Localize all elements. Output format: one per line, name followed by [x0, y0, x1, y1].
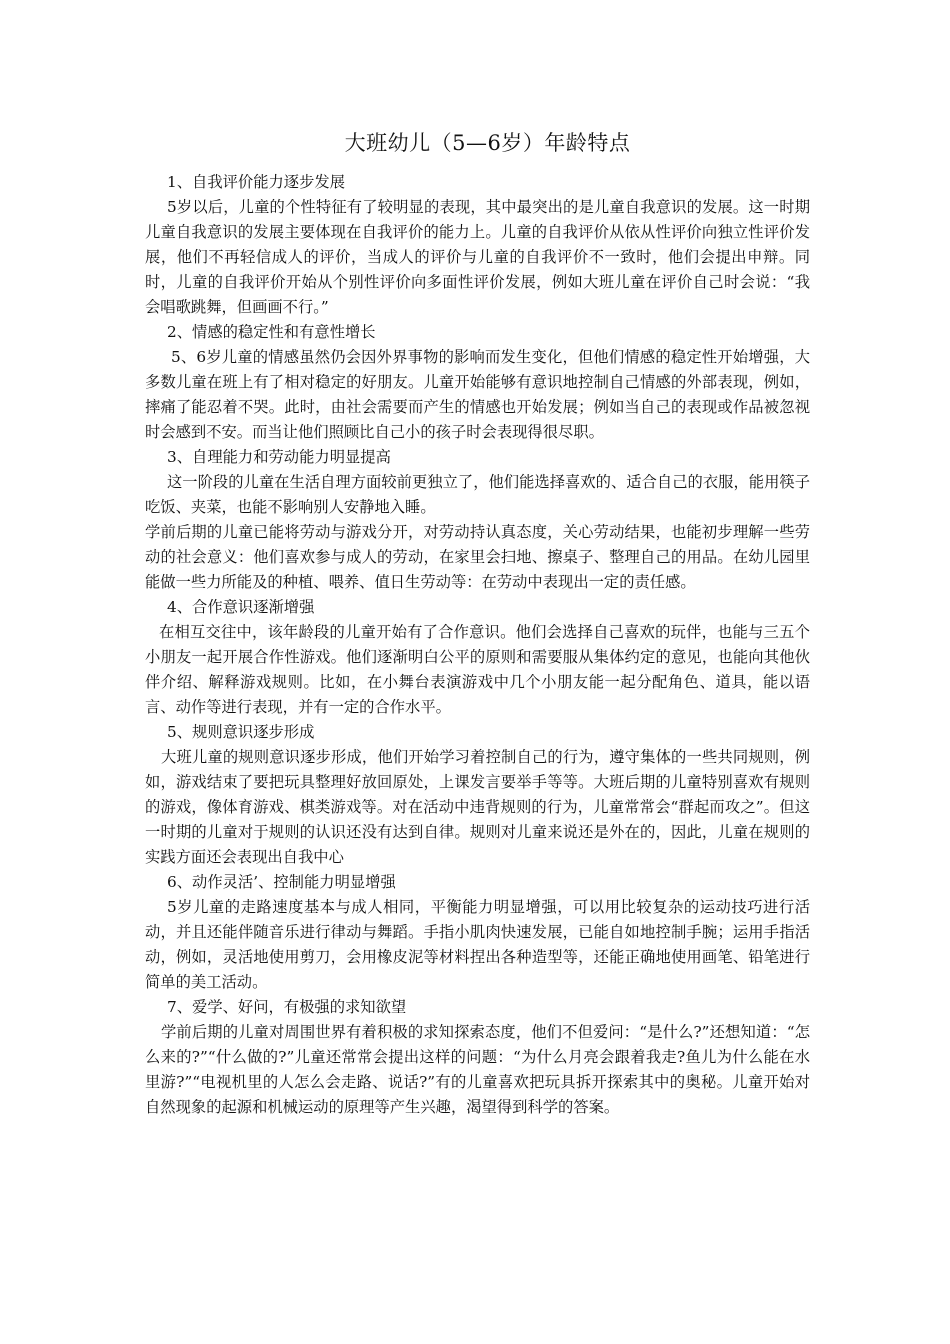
section-heading: 4、合作意识逐渐增强 [167, 598, 315, 616]
section-emotion-stability [145, 320, 810, 445]
section-curiosity [145, 995, 810, 1120]
paragraph: 学前后期的儿童已能将劳动与游戏分开，对劳动持认真态度，关心劳动结果，也能初步理解一些劳动的社会意义：他们喜欢参与成人的劳动，在家里会扫地、擦桌子、整理自己的用品。在幼儿园里能做一些力所能及的种植、喂养、值日生劳动等：在劳动中表现出一定的责任感。 [145, 523, 810, 591]
paragraph: 在相互交往中，该年龄段的儿童开始有了合作意识。他们会选择自己喜欢的玩伴，也能与三五个小朋友一起开展合作性游戏。他们逐渐明白公平的原则和需要服从集体约定的意见，也能向其他伙伴介绍、解释游戏规则。比如，在小舞台表演游戏中几个小朋友能一起分配角色、道具，能以语言、动作等进行表现，并有一定的合作水平。 [145, 623, 810, 716]
document-page [145, 128, 810, 1120]
paragraph: 5岁以后，儿童的个性特征有了较明显的表现，其中最突出的是儿童自我意识的发展。这一时期儿童自我意识的发展主要体现在自我评价的能力上。儿童的自我评价从依从性评价向独立性评价发展，他们不再轻信成人的评价，当成人的评价与儿童的自我评价不一致时，他们会提出申辩。同时，儿童的自我评价开始从个别性评价向多面性评价发展，例如大班儿童在评价自己时会说：“我会唱歌跳舞，但画画不行。” [145, 198, 810, 316]
document-title: 大班幼儿（5—6岁）年龄特点 [344, 131, 631, 155]
section-heading: 7、爱学、好问，有极强的求知欲望 [167, 998, 407, 1016]
section-heading: 3、自理能力和劳动能力明显提高 [167, 448, 391, 466]
section-heading: 2、情感的稳定性和有意性增长 [167, 323, 376, 341]
section-rule-awareness [145, 720, 810, 870]
paragraph: 学前后期的儿童对周围世界有着积极的求知探索态度，他们不但爱问：“是什么?”还想知道：“怎么来的?”“什么做的?”儿童还常常会提出这样的问题：“为什么月亮会跟着我走?鱼儿为什么能在水里游?”“电视机里的人怎么会走路、说话?”有的儿童喜欢把玩具拆开探索其中的奥秘。儿童开始对自然现象的起源和机械运动的原理等产生兴趣，渴望得到科学的答案。 [145, 1023, 810, 1116]
paragraph: 5、6岁儿童的情感虽然仍会因外界事物的影响而发生变化，但他们情感的稳定性开始增强，大多数儿童在班上有了相对稳定的好朋友。儿童开始能够有意识地控制自己情感的外部表现，例如，摔痛了能忍着不哭。此时，由社会需要而产生的情感也开始发展；例如当自己的表现或作品被忽视时会感到不安。而当让他们照顾比自己小的孩子时会表现得很尽职。 [145, 348, 810, 441]
section-self-care-labor [145, 445, 810, 595]
section-self-evaluation [145, 170, 810, 320]
section-heading: 5、规则意识逐步形成 [167, 723, 315, 741]
section-cooperation [145, 595, 810, 720]
section-heading: 1、自我评价能力逐步发展 [167, 173, 345, 191]
paragraph: 5岁儿童的走路速度基本与成人相同，平衡能力明显增强，可以用比较复杂的运动技巧进行活动，并且还能伴随音乐进行律动与舞蹈。手指小肌肉快速发展，已能自如地控制手腕；运用手指活动，例如，灵活地使用剪刀，会用橡皮泥等材料捏出各种造型等，还能正确地使用画笔、铅笔进行简单的美工活动。 [145, 898, 810, 991]
section-heading: 6、动作灵活’、控制能力明显增强 [167, 873, 396, 891]
paragraph: 这一阶段的儿童在生活自理方面较前更独立了，他们能选择喜欢的、适合自己的衣服，能用筷子吃饭、夹菜，也能不影响别人安静地入睡。 [145, 473, 810, 516]
paragraph: 大班儿童的规则意识逐步形成，他们开始学习着控制自己的行为，遵守集体的一些共同规则，例如，游戏结束了要把玩具整理好放回原处，上课发言要举手等等。大班后期的儿童特别喜欢有规则的游戏，像体育游戏、棋类游戏等。对在活动中违背规则的行为，儿童常常会“群起而攻之”。但这一时期的儿童对于规则的认识还没有达到自律。规则对儿童来说还是外在的，因此，儿童在规则的实践方面还会表现出自我中心 [145, 748, 810, 866]
section-motor-skills [145, 870, 810, 995]
